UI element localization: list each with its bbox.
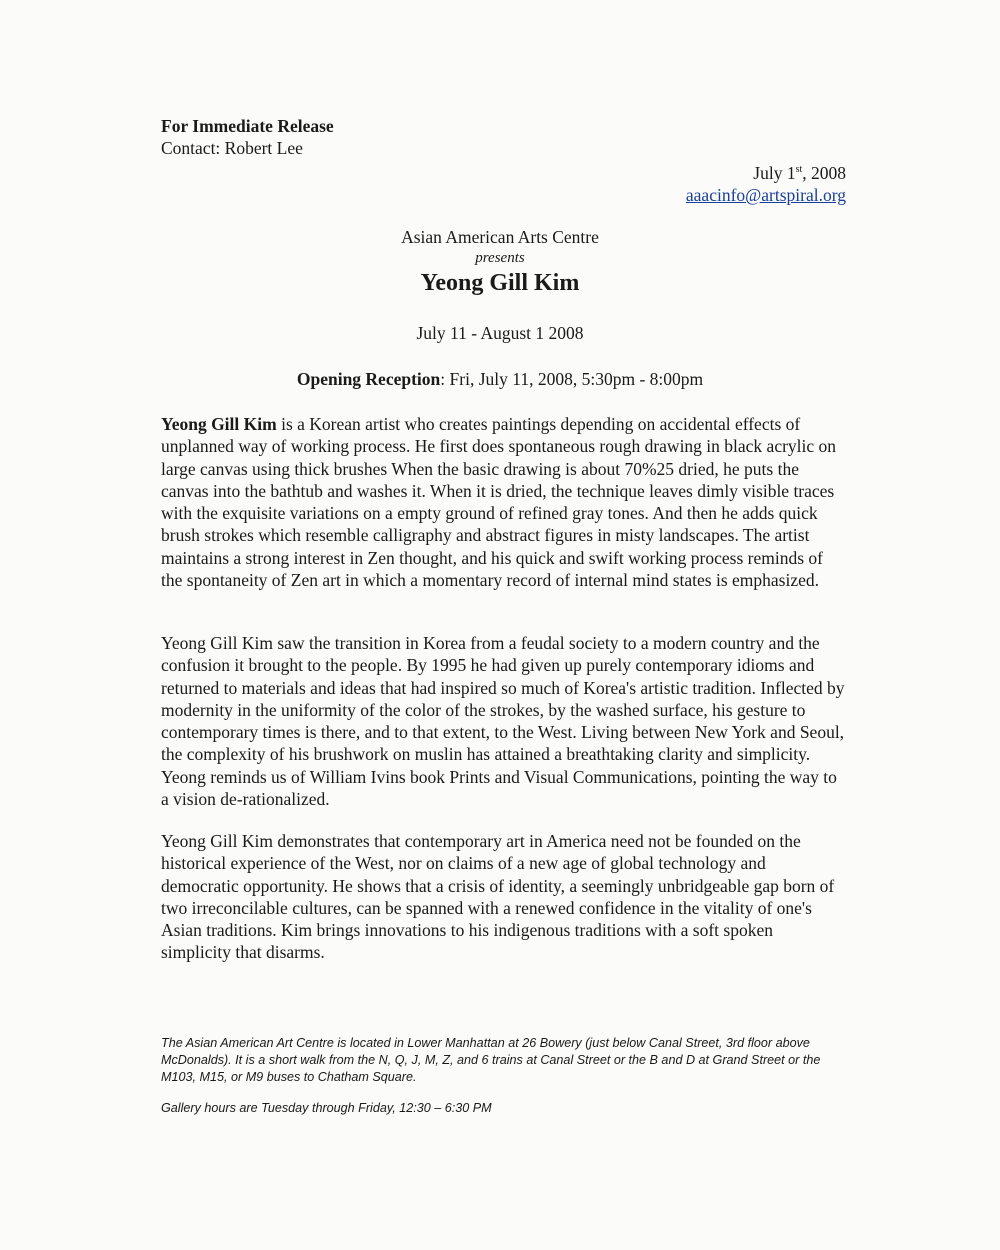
location-note: The Asian American Art Centre is located in Lower Manhattan at 26 Bowery (just below Canal Street, 3rd floor above McDonalds). It is a short walk from the N, Q, J, M, Z, and 6 trains at Canal Street or the B and D at Grand Street or the M103, M15, or M9 buses to Chatham Square. bbox=[161, 1036, 821, 1084]
paragraph-1-text: is a Korean artist who creates paintings depending on accidental effects of unplanned way of working process. He first does spontaneous rough drawing in black acrylic on large canvas using thick brushes When the basic drawing is about 70%25 dried, he puts the canvas into the bathtub and washes it. When it is dried, the technique leaves dimly visible traces with the exquisite variations on a empty ground of refined gray tones. And then he adds quick brush strokes which resemble calligraphy and abstract figures in misty landscapes. The artist maintains a strong interest in Zen thought, and his quick and swift working process reminds of the spontaneity of Zen art in which a momentary record of internal mind states is emphasized. bbox=[161, 414, 837, 591]
release-date bbox=[686, 162, 846, 184]
opening-reception bbox=[0, 368, 1000, 390]
email-link[interactable]: aaacinfo@artspiral.org bbox=[685, 185, 846, 205]
date-year: , 2008 bbox=[802, 163, 846, 183]
date-prefix: July 1 bbox=[753, 163, 796, 183]
contact-line: Contact: Robert Lee bbox=[161, 138, 303, 158]
paragraph-3: Yeong Gill Kim demonstrates that contemporary art in America need not be founded on the historical experience of the West, nor on claims of a new age of global technology and democratic opportunity. He shows that a crisis of identity, a seemingly unbridgeable gap born of two irreconcilable cultures, can be spanned with a renewed confidence in the vitality of one's Asian traditions. Kim brings innovations to his indigenous traditions with a soft spoken simplicity that disarms. bbox=[161, 831, 835, 963]
exhibition-dates: July 11 - August 1 2008 bbox=[416, 323, 584, 343]
reception-label: Opening Reception bbox=[296, 369, 441, 389]
release-header bbox=[161, 115, 334, 159]
paragraph-1-lead: Yeong Gill Kim bbox=[161, 414, 277, 434]
presents-label: presents bbox=[475, 250, 525, 266]
artist-title: Yeong Gill Kim bbox=[420, 270, 580, 296]
reception-detail: : Fri, July 11, 2008, 5:30pm - 8:00pm bbox=[440, 369, 704, 389]
date-suffix: st bbox=[795, 164, 803, 176]
paragraph-1 bbox=[161, 413, 847, 591]
presenter-name: Asian American Arts Centre bbox=[401, 227, 599, 247]
gallery-hours: Gallery hours are Tuesday through Friday, 12:30 – 6:30 PM bbox=[161, 1101, 492, 1115]
release-label: For Immediate Release bbox=[161, 116, 334, 136]
paragraph-2: Yeong Gill Kim saw the transition in Korea from a feudal society to a modern country and the confusion it brought to the people. By 1995 he had given up purely contemporary idioms and returned to materials and ideas that had inspired so much of Korea's artistic tradition. Inflected by modernity in the uniformity of the color of the strokes, by the washed surface, his gesture to contemporary times is there, and to that extent, to the West. Living between New York and Seoul, the complexity of his brushwork on muslin has attained a breathtaking clarity and simplicity. Yeong reminds us of William Ivins book Prints and Visual Communications, pointing the way to a vision de-rationalized. bbox=[161, 633, 845, 810]
date-block bbox=[686, 162, 846, 206]
